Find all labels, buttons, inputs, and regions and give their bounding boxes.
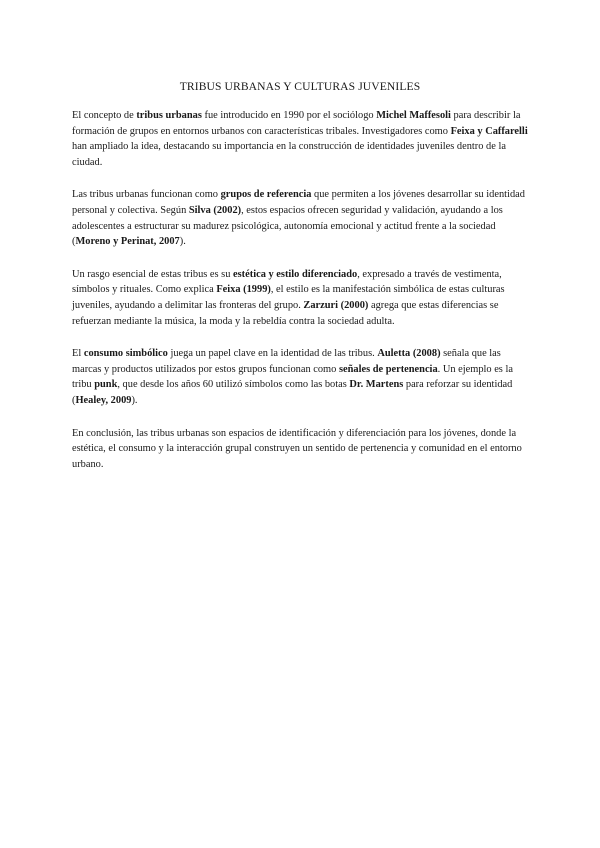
document-title: TRIBUS URBANAS Y CULTURAS JUVENILES [179, 80, 421, 93]
text-run: En conclusión, las tribus urbanas son espacios de identificación y diferenciación para los jóvenes, donde la estética, el consumo y la interacción grupal construyen un sentido de pertenencia y comunidad en el entorno urbano. [72, 427, 522, 470]
text-run: , el estilo es la manifestación simbólica de estas culturas juveniles, ayudando a delimitar las fronteras del grupo. [72, 284, 505, 311]
text-run: ). [131, 394, 138, 406]
bold-term: Auletta (2008) [377, 348, 441, 360]
bold-term: Feixa y Caffarelli [450, 125, 528, 137]
bold-term: Healey, 2009 [75, 394, 132, 406]
bold-term: grupos de referencia [220, 189, 312, 201]
text-run: El [72, 348, 84, 360]
text-run: para reforzar su identidad ( [72, 379, 513, 406]
bold-term: Zarzuri (2000) [303, 299, 369, 311]
text-run: Un rasgo esencial de estas tribus es su [72, 268, 234, 280]
bold-term: Moreno y Perinat, 2007 [75, 236, 180, 248]
bold-term: señales de pertenencia [338, 363, 438, 375]
text-run: han ampliado la idea, destacando su importancia en la construcción de identidades juveniles dentro de la ciudad. [72, 141, 506, 168]
body-paragraph [72, 267, 530, 329]
text-run: fue introducido en 1990 por el sociólogo [201, 110, 377, 121]
bold-term: estética y estilo diferenciado [233, 268, 358, 280]
bold-term: tribus urbanas [136, 110, 202, 121]
text-run: ). [179, 236, 186, 248]
body-paragraph [72, 426, 530, 473]
document-body [72, 108, 530, 489]
bold-term: punk [94, 379, 118, 391]
text-run: para describir la formación de grupos en entornos urbanos con características tribales. Investigadores como [72, 110, 521, 137]
bold-term: Michel Maffesoli [376, 110, 451, 121]
body-paragraph [72, 346, 530, 408]
text-run: que permiten a los jóvenes desarrollar su identidad personal y colectiva. Según [72, 189, 525, 216]
text-run: señala que las marcas y productos utilizados por estos grupos funcionan como [72, 348, 501, 375]
text-run: agrega que estas diferencias se refuerzan mediante la música, la moda y la rebeldía contra la sociedad adulta. [72, 299, 499, 327]
text-run: Las tribus urbanas funcionan como [72, 189, 221, 201]
body-paragraph [72, 108, 530, 170]
text-run: , expresado a través de vestimenta, símbolos y rituales. Como explica [72, 268, 502, 296]
bold-term: Dr. Martens [349, 379, 404, 391]
bold-term: Silva (2002) [188, 204, 242, 216]
text-run: , estos espacios ofrecen seguridad y validación, ayudando a los adolescentes a estructurar su madurez psicológica, autonomía emocional y actitud frente a la sociedad ( [72, 204, 503, 248]
bold-term: Feixa (1999) [216, 284, 271, 296]
text-run: juega un papel clave en la identidad de las tribus. [167, 348, 378, 360]
text-run: El concepto de [72, 110, 137, 121]
text-run: . Un ejemplo es la tribu [72, 363, 513, 391]
text-run: , que desde los años 60 utilizó símbolos como las botas [117, 379, 350, 391]
bold-term: consumo simbólico [83, 348, 168, 360]
body-paragraph [72, 187, 530, 249]
